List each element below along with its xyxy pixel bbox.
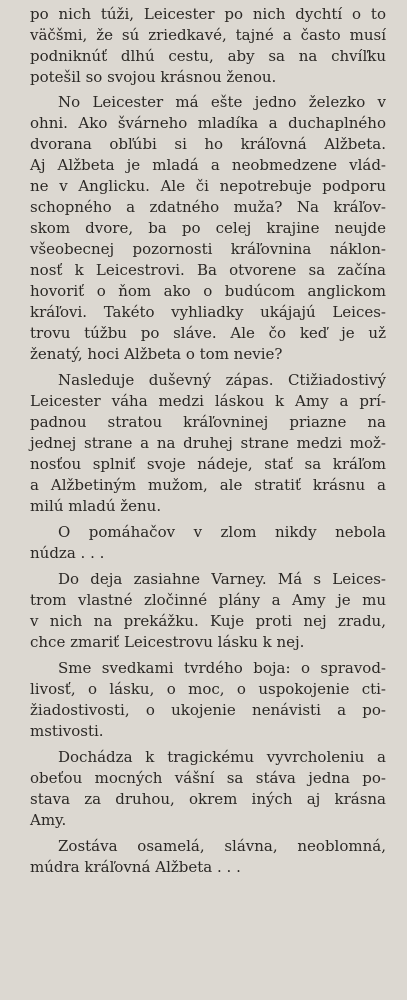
text-line: obeťou mocných vášní sa stáva jedna po- xyxy=(30,769,386,787)
text-line: Amy. xyxy=(30,811,67,829)
paragraph xyxy=(30,747,386,831)
text-line: milú mladú ženu. xyxy=(30,497,162,515)
text-line: nosťou splniť svoje nádeje, stať sa kráľom xyxy=(30,455,386,473)
text-line: schopného a zdatného muža? Na kráľov- xyxy=(30,198,386,216)
paragraph xyxy=(30,836,386,878)
text-line: po nich túži, Leicester po nich dychtí o to xyxy=(30,5,386,23)
text-line: trovu túžbu po sláve. Ale čo keď je už xyxy=(30,324,386,342)
paragraph xyxy=(30,658,386,742)
text-line: múdra kráľovná Alžbeta . . . xyxy=(30,858,241,876)
text-line: ohni. Ako švárneho mladíka a duchaplného xyxy=(30,114,386,132)
text-line: chce zmariť Leicestrovu lásku k nej. xyxy=(30,633,305,651)
text-line: v nich na prekážku. Kuje proti nej zradu, xyxy=(30,612,386,630)
text-line: ne v Anglicku. Ale či nepotrebuje podporu xyxy=(30,177,386,195)
text-line: Sme svedkami tvrdého boja: o spravod- xyxy=(58,659,386,677)
text-line: Leicester váha medzi láskou k Amy a prí- xyxy=(30,392,386,410)
paragraph xyxy=(30,92,386,365)
text-line: padnou stratou kráľovninej priazne na xyxy=(30,413,386,431)
text-line: Zostáva osamelá, slávna, neoblomná, xyxy=(58,837,386,855)
text-line: a Alžbetiným mužom, ale stratiť krásnu a xyxy=(30,476,386,494)
text-line: kráľovi. Takéto vyhliadky ukájajú Leices- xyxy=(30,303,386,321)
text-line: No Leicester má ešte jedno železko v xyxy=(58,93,386,111)
text-line: O pomáhačov v zlom nikdy nebola xyxy=(58,523,386,541)
text-line: skom dvore, ba po celej krajine neujde xyxy=(30,219,386,237)
text-line: dvorana obľúbi si ho kráľovná Alžbeta. xyxy=(30,135,386,153)
text-line: núdza . . . xyxy=(30,544,105,562)
paragraph xyxy=(30,569,386,653)
text-line: nosť k Leicestrovi. Ba otvorene sa začína xyxy=(30,261,386,279)
text-line: livosť, o lásku, o moc, o uspokojenie cti- xyxy=(30,680,386,698)
text-line: Nasleduje duševný zápas. Ctižiadostivý xyxy=(58,371,386,389)
text-line: Dochádza k tragickému vyvrcholeniu a xyxy=(58,748,386,766)
text-line: potešil so svojou krásnou ženou. xyxy=(30,68,277,86)
text-line: jednej strane a na druhej strane medzi mož- xyxy=(30,434,386,452)
text-line: trom vlastné zločinné plány a Amy je mu xyxy=(30,591,386,609)
text-line: mstivosti. xyxy=(30,722,104,740)
text-line: žiadostivosti, o ukojenie nenávisti a po- xyxy=(30,701,386,719)
text-line: ženatý, hoci Alžbeta o tom nevie? xyxy=(30,345,283,363)
text-line: všeobecnej pozornosti kráľovnina náklon- xyxy=(30,240,386,258)
body-text xyxy=(30,4,386,883)
text-line: podniknúť dlhú cestu, aby sa na chvíľku xyxy=(30,47,386,65)
paragraph xyxy=(30,4,386,88)
text-line: Aj Alžbeta je mladá a neobmedzene vlád- xyxy=(30,156,386,174)
paragraph xyxy=(30,370,386,517)
text-line: hovoriť o ňom ako o budúcom anglickom xyxy=(30,282,386,300)
text-line: stava za druhou, okrem iných aj krásna xyxy=(30,790,386,808)
text-line: väčšmi, že sú zriedkavé, tajné a často musí xyxy=(30,26,386,44)
text-line: Do deja zasiahne Varney. Má s Leices- xyxy=(58,570,386,588)
paragraph xyxy=(30,522,386,564)
